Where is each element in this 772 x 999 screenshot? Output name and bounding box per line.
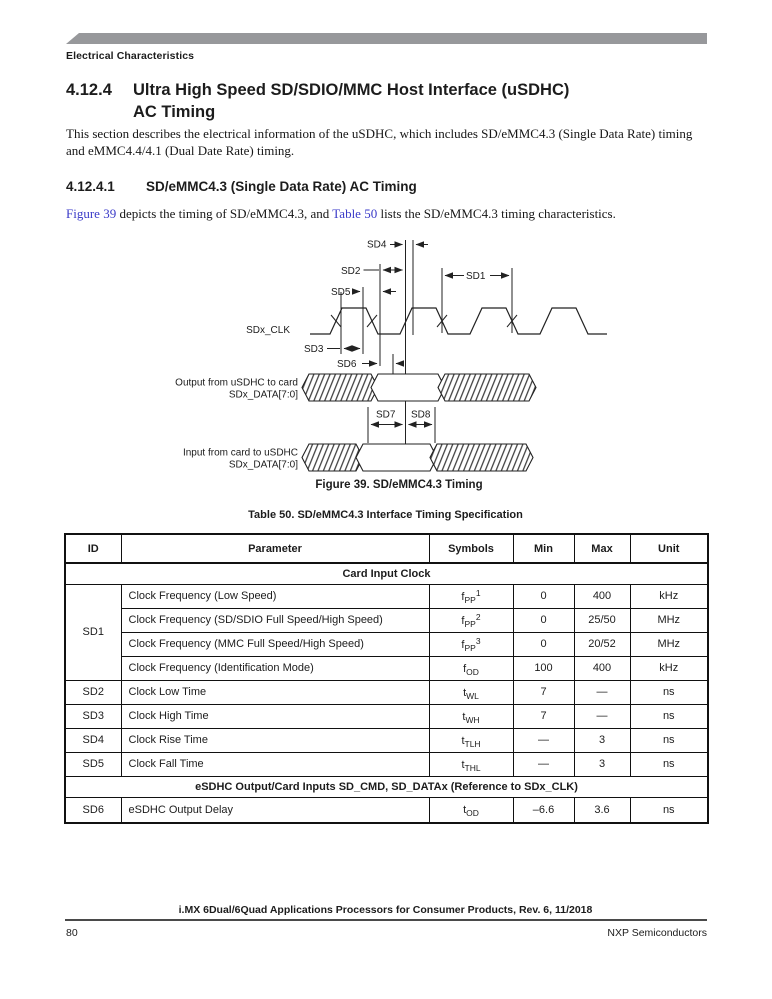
input-bus-label-line1: Input from card to uSDHC (182, 447, 298, 459)
running-head: Electrical Characteristics (66, 50, 195, 62)
max-cell: 3 (574, 728, 630, 752)
clock-signal-label: SDx_CLK (246, 325, 290, 336)
min-cell: 100 (513, 656, 574, 680)
clock-waveform (310, 308, 607, 334)
section-label: Card Input Clock (65, 563, 708, 584)
max-cell: 25/50 (574, 608, 630, 632)
page-number: 80 (66, 927, 78, 939)
id-cell: SD4 (65, 728, 121, 752)
max-cell: — (574, 704, 630, 728)
header-max: Max (574, 534, 630, 563)
publisher-name: NXP Semiconductors (607, 927, 707, 939)
max-cell: — (574, 680, 630, 704)
param-cell: eSDHC Output Delay (121, 797, 429, 823)
param-cell: Clock Frequency (MMC Full Speed/High Speed) (121, 632, 429, 656)
max-cell: 3 (574, 752, 630, 776)
output-bus-invalid-left (302, 374, 378, 401)
output-bus-label-line2: SDx_DATA[7:0] (228, 389, 298, 401)
unit-cell: MHz (630, 632, 708, 656)
table-section-row (65, 563, 708, 584)
table-50-link[interactable]: Table 50 (332, 206, 378, 221)
table-row (65, 752, 708, 776)
section-heading (66, 79, 686, 123)
symbol-cell: $f_{OD}$ (429, 656, 513, 680)
max-cell: 400 (574, 656, 630, 680)
max-cell: 400 (574, 584, 630, 608)
symbol-cell: $f_{PP}^3$ (429, 632, 513, 656)
input-bus-invalid-left (302, 444, 363, 471)
min-cell: — (513, 752, 574, 776)
table-row (65, 728, 708, 752)
id-cell: SD1 (65, 584, 121, 680)
unit-cell: ns (630, 680, 708, 704)
param-cell: Clock Frequency (SD/SDIO Full Speed/High Speed) (121, 608, 429, 632)
header-parameter: Parameter (121, 534, 429, 563)
output-bus-invalid-right (438, 374, 536, 401)
section-number: 4.12.4 (66, 81, 112, 99)
min-cell: 0 (513, 584, 574, 608)
param-cell: Clock Low Time (121, 680, 429, 704)
table-row (65, 608, 708, 632)
figure-39-link[interactable]: Figure 39 (66, 206, 117, 221)
sd4-label: SD4 (367, 239, 387, 251)
sd8-label: SD8 (411, 409, 431, 421)
subsection-title: SD/eMMC4.3 (Single Data Rate) AC Timing (146, 179, 417, 194)
table-row (65, 656, 708, 680)
unit-cell: ns (630, 704, 708, 728)
output-bus-valid (371, 374, 445, 401)
id-cell: SD3 (65, 704, 121, 728)
min-cell: –6.6 (513, 797, 574, 823)
intro-paragraph: This section describes the electrical information of the uSDHC, which includes SD/eMMC4.3 (Single Data Rate) timing and eMMC4.4/4.1 (Dual Date Rate) timing. (66, 126, 693, 158)
sd2-label: SD2 (341, 266, 361, 277)
min-cell: — (513, 728, 574, 752)
symbol-cell: $t_{WH}$ (429, 704, 513, 728)
min-cell: 7 (513, 704, 574, 728)
figure-caption: Figure 39. SD/eMMC4.3 Timing (315, 479, 483, 491)
footer-rule (65, 919, 707, 921)
section-title: Ultra High Speed SD/SDIO/MMC Host Interface (uSDHC) AC Timing (133, 81, 570, 121)
unit-cell: kHz (630, 656, 708, 680)
header-symbols: Symbols (429, 534, 513, 563)
max-cell: 20/52 (574, 632, 630, 656)
section-banner-bar (66, 33, 707, 44)
sd3-label: SD3 (304, 344, 324, 355)
min-cell: 0 (513, 608, 574, 632)
table-row (65, 632, 708, 656)
unit-cell: MHz (630, 608, 708, 632)
subsection-heading (66, 179, 706, 194)
edge-crossing-ticks (331, 315, 517, 327)
input-bus-valid (356, 444, 437, 471)
table-row (65, 797, 708, 823)
param-cell: Clock Rise Time (121, 728, 429, 752)
header-id: ID (65, 534, 121, 563)
param-cell: Clock Frequency (Low Speed) (121, 584, 429, 608)
id-cell: SD6 (65, 797, 121, 823)
param-cell: Clock Fall Time (121, 752, 429, 776)
symbol-cell: $f_{PP}^2$ (429, 608, 513, 632)
output-bus-label-line1: Output from uSDHC to card (175, 377, 298, 389)
sd1-label: SD1 (466, 271, 486, 282)
unit-cell: ns (630, 797, 708, 823)
timing-spec-table (64, 533, 709, 824)
symbol-cell: $t_{WL}$ (429, 680, 513, 704)
sd5-label: SD5 (331, 287, 351, 298)
subsection-number: 4.12.4.1 (66, 179, 115, 194)
symbol-cell: $f_{PP}^1$ (429, 584, 513, 608)
header-min: Min (513, 534, 574, 563)
sd7-label: SD7 (376, 409, 396, 421)
param-cell: Clock Frequency (Identification Mode) (121, 656, 429, 680)
max-cell: 3.6 (574, 797, 630, 823)
table-row (65, 704, 708, 728)
reference-paragraph: Figure 39 depicts the timing of SD/eMMC4.3, and Table 50 lists the SD/eMMC4.3 timing characteristics. (66, 206, 616, 221)
input-bus-label-line2: SDx_DATA[7:0] (228, 459, 298, 471)
id-cell: SD5 (65, 752, 121, 776)
section-label: eSDHC Output/Card Inputs SD_CMD, SD_DATAx (Reference to SDx_CLK) (65, 776, 708, 797)
min-cell: 7 (513, 680, 574, 704)
output-data-bus (302, 374, 536, 401)
symbol-cell: $t_{OD}$ (429, 797, 513, 823)
table-header-row (65, 534, 708, 563)
symbol-cell: $t_{THL}$ (429, 752, 513, 776)
min-cell: 0 (513, 632, 574, 656)
timing-diagram (160, 236, 650, 478)
param-cell: Clock High Time (121, 704, 429, 728)
input-data-bus (302, 444, 533, 471)
table-caption: Table 50. SD/eMMC4.3 Interface Timing Specification (248, 509, 523, 521)
unit-cell: kHz (630, 584, 708, 608)
symbol-cell: $t_{TLH}$ (429, 728, 513, 752)
unit-cell: ns (630, 752, 708, 776)
input-bus-invalid-right (430, 444, 533, 471)
table-section-row (65, 776, 708, 797)
footer-doc-title: i.MX 6Dual/6Quad Applications Processors for Consumer Products, Rev. 6, 11/2018 (178, 904, 593, 916)
header-unit: Unit (630, 534, 708, 563)
id-cell: SD2 (65, 680, 121, 704)
sd6-label: SD6 (337, 359, 357, 370)
unit-cell: ns (630, 728, 708, 752)
table-row (65, 680, 708, 704)
table-row (65, 584, 708, 608)
